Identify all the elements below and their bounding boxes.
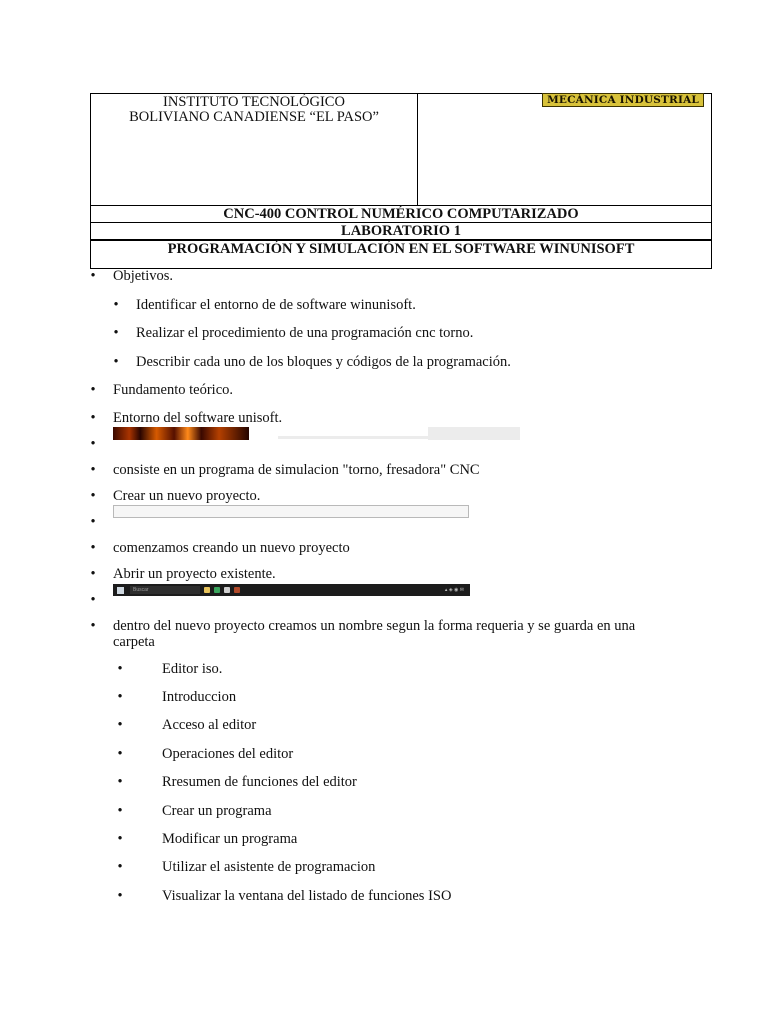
bullet: •: [117, 859, 123, 875]
editor-item-4: Operaciones del editor: [162, 746, 294, 762]
dentro-text-line-2: carpeta: [113, 634, 155, 650]
institution-cell: [91, 94, 418, 205]
mecanica-industrial-logo: MECÁNICA INDUSTRIAL: [542, 93, 704, 107]
winunisoft-icon: [234, 587, 240, 593]
editor-item-3: Acceso al editor: [162, 717, 257, 733]
bullet: •: [117, 661, 123, 677]
institution-line-2: BOLIVIANO CANADIENSE “EL PASO”: [129, 109, 379, 125]
editor-item-2: Introduccion: [162, 689, 237, 705]
software-screenshot-strip: [278, 436, 428, 439]
bullet: •: [117, 888, 123, 904]
system-tray: ▴ ◈ ◉ ✉: [444, 587, 464, 593]
folder-icon: [204, 587, 210, 593]
app-icon: [224, 587, 230, 593]
bullet: •: [113, 297, 119, 313]
bullet: •: [90, 436, 96, 452]
objective-1: Identificar el entorno de de software winunisoft.: [136, 297, 416, 313]
bullet: •: [90, 592, 96, 608]
header-top-row: [91, 94, 711, 206]
software-toolbar-image: [428, 427, 520, 440]
comenzamos-text: comenzamos creando un nuevo proyecto: [113, 540, 350, 556]
bullet: •: [117, 746, 123, 762]
editor-item-9: Visualizar la ventana del listado de funciones ISO: [162, 888, 452, 904]
editor-item-5: Rresumen de funciones del editor: [162, 774, 357, 790]
bullet: •: [90, 540, 96, 556]
logo-cell: [418, 94, 711, 205]
bullet: •: [90, 268, 96, 284]
bullet: •: [90, 618, 96, 634]
topic-title: PROGRAMACIÓN Y SIMULACIÓN EN EL SOFTWARE WINUNISOFT: [167, 241, 635, 257]
lab-title: LABORATORIO 1: [91, 223, 711, 241]
bullet: •: [117, 689, 123, 705]
bullet: •: [117, 717, 123, 733]
fundamento-heading: Fundamento teórico.: [113, 382, 234, 398]
course-title: CNC-400 CONTROL NUMÉRICO COMPUTARIZADO: [91, 206, 711, 223]
bullet: •: [90, 382, 96, 398]
bullet: •: [117, 774, 123, 790]
consiste-text: consiste en un programa de simulacion "torno, fresadora" CNC: [113, 462, 480, 478]
editor-item-7: Modificar un programa: [162, 831, 298, 847]
dentro-text-line-1: dentro del nuevo proyecto creamos un nombre segun la forma requeria y se guarda en una: [113, 618, 636, 634]
bullet: •: [90, 410, 96, 426]
bullet: •: [117, 803, 123, 819]
header-table: [90, 93, 712, 269]
objective-2: Realizar el procedimiento de una programación cnc torno.: [136, 325, 474, 341]
bullet: •: [113, 325, 119, 341]
taskbar-search: Buscar: [130, 586, 200, 594]
windows-taskbar-image: [113, 584, 470, 596]
windows-icon: [117, 587, 124, 594]
software-banner-image: [113, 427, 249, 440]
editor-item-1: Editor iso.: [162, 661, 223, 677]
new-project-dialog-image: [113, 505, 469, 518]
bullet: •: [90, 514, 96, 530]
objective-3: Describir cada uno de los bloques y códigos de la programación.: [136, 354, 511, 370]
bullet: •: [90, 566, 96, 582]
editor-item-8: Utilizar el asistente de programacion: [162, 859, 376, 875]
bullet: •: [113, 354, 119, 370]
entorno-heading: Entorno del software unisoft.: [113, 410, 283, 426]
crear-heading: Crear un nuevo proyecto.: [113, 488, 261, 504]
browser-icon: [214, 587, 220, 593]
institution-line-1: INSTITUTO TECNOLÓGICO: [163, 94, 345, 110]
bullet: •: [90, 462, 96, 478]
bullet: •: [90, 488, 96, 504]
abrir-heading: Abrir un proyecto existente.: [113, 566, 276, 582]
objetivos-heading: Objetivos.: [113, 268, 174, 284]
editor-item-6: Crear un programa: [162, 803, 272, 819]
bullet: •: [117, 831, 123, 847]
